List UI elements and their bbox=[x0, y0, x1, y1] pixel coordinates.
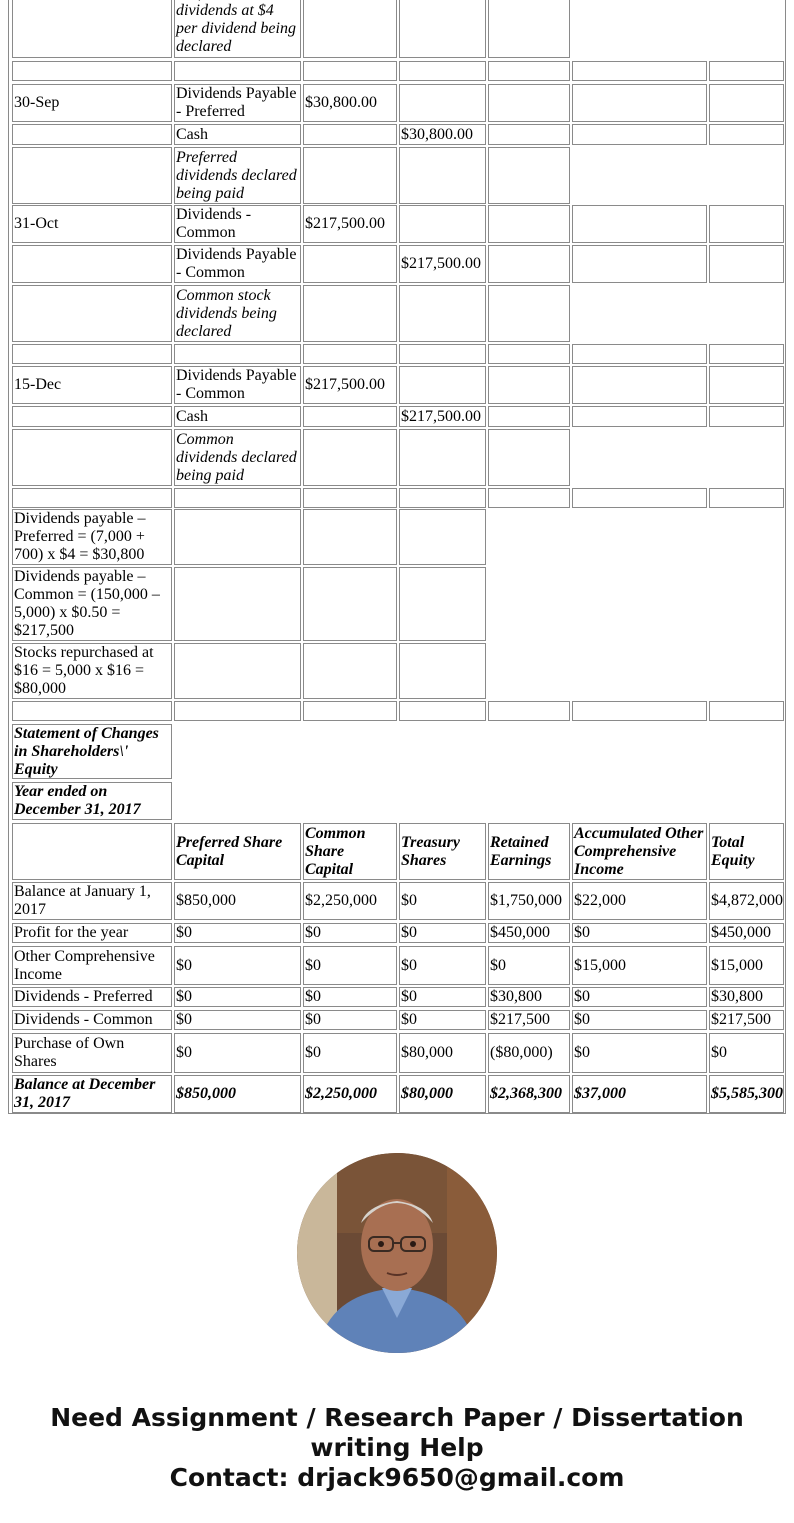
row-value bbox=[399, 946, 486, 985]
journal-credit-text: $217,500.00 bbox=[401, 407, 481, 425]
column-header-text: Accumulated Other Comprehensive Income bbox=[574, 824, 704, 878]
table-cell bbox=[709, 124, 784, 145]
journal-note-text: dividends at $4 per dividend being declared bbox=[176, 1, 296, 55]
table-cell bbox=[399, 84, 486, 122]
table-cell bbox=[399, 509, 486, 565]
table-cell bbox=[399, 285, 486, 342]
table-cell bbox=[303, 124, 397, 145]
journal-note-text: Common dividends declared being paid bbox=[176, 430, 297, 484]
empty-cell bbox=[174, 701, 301, 721]
journal-date-text: 15-Dec bbox=[14, 376, 62, 393]
column-header bbox=[174, 823, 301, 880]
row-value bbox=[572, 987, 707, 1007]
row-value bbox=[709, 1010, 784, 1030]
empty-cell bbox=[488, 344, 570, 364]
empty-cell bbox=[572, 701, 707, 721]
journal-account bbox=[174, 205, 301, 243]
empty-cell bbox=[709, 488, 784, 508]
table-cell bbox=[399, 567, 486, 641]
row-value bbox=[572, 923, 707, 943]
working-note-text: Dividends payable – Common = (150,000 – 5,000) x $0.50 = $217,500 bbox=[14, 568, 160, 639]
journal-date bbox=[12, 84, 172, 122]
row-value-text: $1,750,000 bbox=[490, 892, 562, 909]
table-cell bbox=[303, 285, 397, 342]
working-note bbox=[12, 567, 172, 641]
empty-cell bbox=[12, 488, 172, 508]
row-value-text: $0 bbox=[176, 988, 192, 1005]
column-header-text: Common Share Capital bbox=[305, 824, 366, 878]
table-cell bbox=[303, 147, 397, 204]
journal-note-text: Common stock dividends being declared bbox=[176, 286, 277, 340]
table-cell bbox=[399, 643, 486, 699]
row-value bbox=[488, 987, 570, 1007]
statement-title bbox=[12, 724, 172, 779]
row-value bbox=[303, 923, 397, 943]
row-value-text: $2,250,000 bbox=[305, 1085, 377, 1102]
table-cell bbox=[709, 84, 784, 122]
statement-period bbox=[12, 782, 172, 820]
row-value-text: $0 bbox=[305, 924, 321, 941]
row-value-text: $0 bbox=[574, 1044, 590, 1061]
table-cell bbox=[174, 643, 301, 699]
row-value bbox=[174, 946, 301, 985]
table-cell bbox=[399, 429, 486, 486]
row-value-text: $0 bbox=[305, 988, 321, 1005]
row-value-text: $0 bbox=[574, 924, 590, 941]
column-header-text: Retained Earnings bbox=[490, 833, 552, 869]
footer-line-1: Need Assignment / Research Paper / Dissertation bbox=[50, 1403, 744, 1432]
empty-cell bbox=[174, 344, 301, 364]
row-label-text: Dividends - Preferred bbox=[14, 988, 153, 1005]
row-value bbox=[709, 987, 784, 1007]
row-value bbox=[488, 882, 570, 920]
row-value-text: $30,800 bbox=[711, 988, 763, 1005]
table-cell bbox=[488, 429, 570, 486]
journal-account bbox=[174, 84, 301, 122]
empty-cell bbox=[12, 701, 172, 721]
empty-cell bbox=[174, 488, 301, 508]
row-value-text: $450,000 bbox=[490, 924, 550, 941]
row-value-text: $850,000 bbox=[176, 892, 236, 909]
journal-account-text: Cash bbox=[176, 407, 208, 425]
empty-cell bbox=[488, 488, 570, 508]
empty-cell bbox=[572, 488, 707, 508]
row-value-text: $22,000 bbox=[574, 892, 626, 909]
row-value bbox=[488, 923, 570, 943]
empty-cell bbox=[709, 701, 784, 721]
journal-account-text: Dividends Payable - Common bbox=[176, 367, 297, 402]
table-cell bbox=[303, 406, 397, 427]
row-value-text: $0 bbox=[574, 988, 590, 1005]
row-value-text: $450,000 bbox=[711, 924, 771, 941]
column-header bbox=[709, 823, 784, 880]
row-value-text: $0 bbox=[176, 1011, 192, 1028]
row-value-text: $0 bbox=[305, 1011, 321, 1028]
row-value-text: $80,000 bbox=[401, 1085, 453, 1102]
journal-date bbox=[12, 205, 172, 243]
working-note-text: Stocks repurchased at $16 = 5,000 x $16 = $80,000 bbox=[14, 644, 154, 697]
row-value bbox=[709, 1033, 784, 1073]
working-note bbox=[12, 643, 172, 699]
footer-contact bbox=[0, 1403, 794, 1493]
empty-cell bbox=[572, 61, 707, 81]
table-cell bbox=[12, 245, 172, 283]
row-value-text: $80,000 bbox=[401, 1044, 453, 1061]
row-label-text: Dividends - Common bbox=[14, 1011, 153, 1028]
row-value bbox=[303, 987, 397, 1007]
row-label bbox=[12, 1010, 172, 1030]
row-value-text: $2,250,000 bbox=[305, 892, 377, 909]
journal-debit-text: $217,500.00 bbox=[305, 376, 385, 393]
row-value bbox=[303, 1010, 397, 1030]
empty-cell bbox=[572, 344, 707, 364]
empty-cell bbox=[399, 701, 486, 721]
row-value bbox=[399, 1033, 486, 1073]
table-cell bbox=[572, 245, 707, 283]
row-value bbox=[174, 923, 301, 943]
row-value bbox=[488, 1010, 570, 1030]
row-value-text: $0 bbox=[490, 956, 506, 974]
empty-cell bbox=[303, 344, 397, 364]
table-cell bbox=[399, 147, 486, 204]
table-cell bbox=[303, 509, 397, 565]
row-value bbox=[709, 946, 784, 985]
row-value bbox=[488, 1033, 570, 1073]
row-value bbox=[488, 946, 570, 985]
author-photo bbox=[297, 1153, 497, 1353]
table-cell bbox=[572, 406, 707, 427]
journal-debit-text: $30,800.00 bbox=[305, 94, 377, 111]
row-label bbox=[12, 923, 172, 943]
empty-cell bbox=[488, 701, 570, 721]
table-cell bbox=[709, 245, 784, 283]
row-value-text: $0 bbox=[401, 956, 417, 974]
row-label bbox=[12, 1033, 172, 1073]
row-value-text: $217,500 bbox=[490, 1011, 550, 1028]
journal-account bbox=[174, 366, 301, 404]
row-value bbox=[174, 882, 301, 920]
row-value-text: $37,000 bbox=[574, 1085, 626, 1102]
table-cell bbox=[488, 0, 570, 58]
row-value bbox=[572, 946, 707, 985]
row-value-text: ($80,000) bbox=[490, 1044, 553, 1061]
accounting-table bbox=[8, 0, 786, 1114]
journal-account-text: Dividends Payable - Common bbox=[176, 246, 297, 281]
journal-note bbox=[174, 0, 301, 58]
row-label-text: Balance at December 31, 2017 bbox=[14, 1076, 156, 1111]
row-value bbox=[174, 987, 301, 1007]
table-cell bbox=[12, 823, 172, 880]
journal-account-text: Cash bbox=[176, 125, 208, 143]
row-label-text: Balance at January 1, 2017 bbox=[14, 883, 151, 918]
journal-debit bbox=[303, 205, 397, 243]
footer-line-3: Contact: drjack9650@gmail.com bbox=[169, 1463, 625, 1492]
working-note-text: Dividends payable – Preferred = (7,000 + 700) x $4 = $30,800 bbox=[14, 510, 146, 563]
row-value bbox=[303, 882, 397, 920]
column-header-text: Treasury Shares bbox=[401, 833, 460, 869]
journal-credit-text: $30,800.00 bbox=[401, 125, 473, 143]
journal-debit bbox=[303, 84, 397, 122]
row-value-text: $15,000 bbox=[574, 956, 626, 974]
row-label bbox=[12, 882, 172, 920]
row-value-text: $0 bbox=[305, 956, 321, 974]
journal-account bbox=[174, 124, 301, 145]
table-cell bbox=[174, 509, 301, 565]
column-header-text: Total Equity bbox=[711, 833, 755, 869]
table-cell bbox=[303, 245, 397, 283]
column-header bbox=[303, 823, 397, 880]
row-value-text: $0 bbox=[176, 956, 192, 974]
journal-debit-text: $217,500.00 bbox=[305, 215, 385, 232]
empty-cell bbox=[399, 344, 486, 364]
row-value bbox=[399, 1075, 486, 1113]
journal-credit-text: $217,500.00 bbox=[401, 255, 481, 272]
journal-debit bbox=[303, 366, 397, 404]
empty-cell bbox=[12, 61, 172, 81]
table-cell bbox=[488, 205, 570, 243]
row-value bbox=[174, 1033, 301, 1073]
table-cell bbox=[709, 406, 784, 427]
row-label bbox=[12, 946, 172, 985]
column-header bbox=[572, 823, 707, 880]
journal-date bbox=[12, 366, 172, 404]
row-value bbox=[709, 923, 784, 943]
table-cell bbox=[488, 84, 570, 122]
row-value-text: $0 bbox=[401, 988, 417, 1005]
row-label-text: Other Comprehensive Income bbox=[14, 947, 155, 983]
row-value bbox=[174, 1075, 301, 1113]
journal-account-text: Dividends - Common bbox=[176, 206, 252, 241]
table-cell bbox=[303, 429, 397, 486]
row-value bbox=[399, 882, 486, 920]
empty-cell bbox=[709, 61, 784, 81]
row-value bbox=[572, 882, 707, 920]
table-cell bbox=[12, 429, 172, 486]
row-value-text: $0 bbox=[401, 892, 417, 909]
row-value-text: $217,500 bbox=[711, 1011, 771, 1028]
table-cell bbox=[488, 406, 570, 427]
table-cell bbox=[399, 205, 486, 243]
table-cell bbox=[12, 406, 172, 427]
column-header bbox=[399, 823, 486, 880]
table-cell bbox=[488, 124, 570, 145]
table-cell bbox=[303, 0, 397, 58]
journal-note bbox=[174, 285, 301, 342]
working-note bbox=[12, 509, 172, 565]
statement-period-text: Year ended on December 31, 2017 bbox=[14, 783, 141, 818]
row-value-text: $0 bbox=[305, 1044, 321, 1061]
row-value-text: $4,872,000 bbox=[711, 892, 783, 909]
table-cell bbox=[572, 366, 707, 404]
row-value bbox=[399, 1010, 486, 1030]
journal-date-text: 30-Sep bbox=[14, 94, 60, 111]
empty-cell bbox=[709, 344, 784, 364]
row-value-text: $5,585,300 bbox=[711, 1085, 783, 1102]
column-header-text: Preferred Share Capital bbox=[176, 833, 283, 869]
table-cell bbox=[303, 567, 397, 641]
table-cell bbox=[488, 147, 570, 204]
row-label bbox=[12, 987, 172, 1007]
row-value bbox=[709, 1075, 784, 1113]
table-cell bbox=[572, 84, 707, 122]
row-value bbox=[709, 882, 784, 920]
row-value bbox=[488, 1075, 570, 1113]
row-value-text: $0 bbox=[401, 924, 417, 941]
empty-cell bbox=[12, 344, 172, 364]
row-value bbox=[572, 1075, 707, 1113]
table-cell bbox=[488, 245, 570, 283]
row-value bbox=[572, 1010, 707, 1030]
row-value bbox=[303, 946, 397, 985]
row-value-text: $0 bbox=[176, 1044, 192, 1061]
row-label-text: Profit for the year bbox=[14, 924, 129, 941]
journal-note-text: Preferred dividends declared being paid bbox=[176, 148, 297, 202]
table-cell bbox=[709, 366, 784, 404]
journal-account-text: Dividends Payable - Preferred bbox=[176, 85, 297, 120]
row-value-text: $850,000 bbox=[176, 1085, 236, 1102]
row-value bbox=[303, 1075, 397, 1113]
journal-credit bbox=[399, 124, 486, 145]
row-value-text: $0 bbox=[176, 924, 192, 941]
statement-title-text: Statement of Changes in Shareholders\' Equity bbox=[14, 724, 159, 778]
empty-cell bbox=[303, 701, 397, 721]
row-value-text: $30,800 bbox=[490, 988, 542, 1005]
table-cell bbox=[12, 0, 172, 58]
table-cell bbox=[399, 0, 486, 58]
table-cell bbox=[399, 366, 486, 404]
table-cell bbox=[488, 285, 570, 342]
journal-account bbox=[174, 406, 301, 427]
table-cell bbox=[174, 567, 301, 641]
row-value bbox=[572, 1033, 707, 1073]
empty-cell bbox=[399, 61, 486, 81]
empty-cell bbox=[488, 61, 570, 81]
row-value-text: $0 bbox=[574, 1011, 590, 1028]
row-value bbox=[303, 1033, 397, 1073]
table-cell bbox=[572, 205, 707, 243]
table-cell bbox=[12, 147, 172, 204]
table-cell bbox=[572, 124, 707, 145]
row-label-text: Purchase of Own Shares bbox=[14, 1035, 125, 1070]
row-value bbox=[399, 923, 486, 943]
empty-cell bbox=[399, 488, 486, 508]
row-label bbox=[12, 1075, 172, 1113]
empty-cell bbox=[174, 61, 301, 81]
column-header bbox=[488, 823, 570, 880]
table-cell bbox=[709, 205, 784, 243]
row-value-text: $15,000 bbox=[711, 956, 763, 974]
row-value-text: $2,368,300 bbox=[490, 1085, 562, 1102]
table-cell bbox=[303, 643, 397, 699]
row-value-text: $0 bbox=[401, 1011, 417, 1028]
empty-cell bbox=[303, 488, 397, 508]
journal-account bbox=[174, 245, 301, 283]
footer-line-2: writing Help bbox=[310, 1433, 484, 1462]
row-value-text: $0 bbox=[711, 1044, 727, 1061]
table-cell bbox=[488, 366, 570, 404]
journal-note bbox=[174, 429, 301, 486]
empty-cell bbox=[303, 61, 397, 81]
journal-note bbox=[174, 147, 301, 204]
row-value bbox=[399, 987, 486, 1007]
journal-date-text: 31-Oct bbox=[14, 215, 59, 232]
journal-credit bbox=[399, 245, 486, 283]
journal-credit bbox=[399, 406, 486, 427]
row-value bbox=[174, 1010, 301, 1030]
table-cell bbox=[12, 124, 172, 145]
table-cell bbox=[12, 285, 172, 342]
